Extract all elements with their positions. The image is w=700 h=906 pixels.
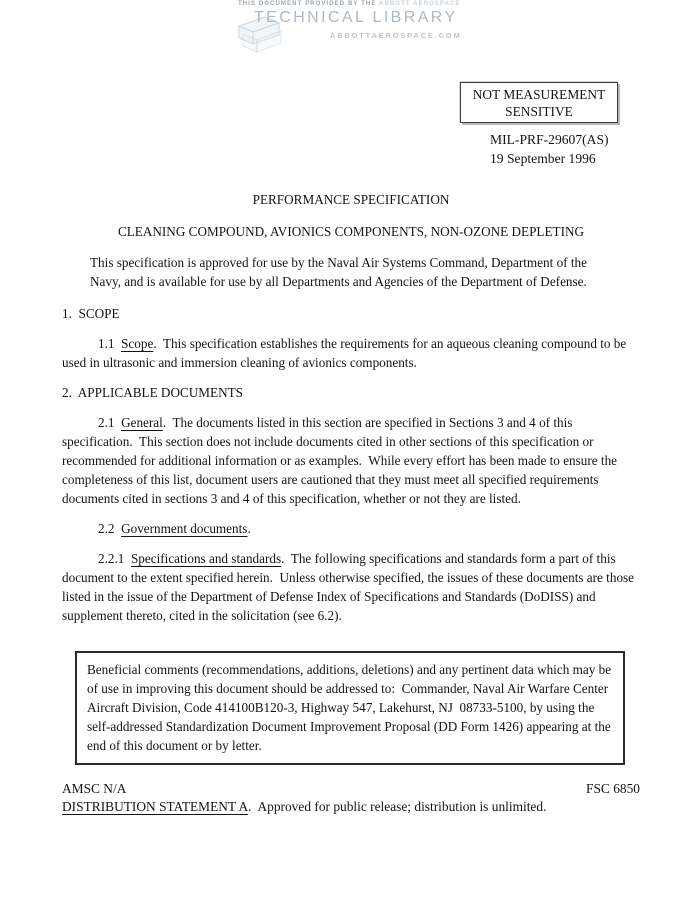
distribution-statement	[62, 798, 640, 816]
paragraph-2-2-label: Government documents	[121, 521, 248, 536]
banner-tagline	[238, 1, 461, 7]
paragraph-2-2-1	[62, 549, 640, 625]
sensitivity-notice-text: NOT MEASUREMENT SENSITIVE	[472, 86, 606, 119]
technical-library-logo-text: TECHNICAL LIBRARY	[254, 9, 458, 26]
distribution-statement-text: . Approved for public release; distribution is unlimited.	[248, 798, 547, 814]
page-footer	[62, 780, 640, 815]
banner-tagline-brand: ABBOTT AEROSPACE	[376, 1, 461, 7]
spec-type-title: PERFORMANCE SPECIFICATION	[252, 192, 450, 207]
beneficial-comments-box: Beneficial comments (recommendations, additions, deletions) and any pertinent data which may be of use in improving this document should be addressed to: Commander, Naval Air Warfare Center Aircraft Division, Code 414100B120-3, Highway 547, Lakehurst, NJ 08733-5100, by using the self-addressed Standardization Document Improvement Proposal (DD Form 1426) appearing at the end of this document or by letter.	[75, 651, 625, 765]
paragraph-1-1	[62, 334, 640, 372]
paragraph-2-2-1-text: . The following specifications and standards form a part of this document to the extent specified herein. Unless otherwise specified, the issues of these documents are those listed in the issue of the Department of Defense Index of Specifications and Standards (DoDISS) and supplement thereto, cited in the solicitation (see 6.2).	[62, 551, 638, 623]
document-number: MIL-PRF-29607(AS)	[490, 132, 609, 147]
paragraph-2-1-text: . The documents listed in this section are specified in Sections 3 and 4 of this specification. This section does not include documents cited in other sections of this specification or recommended for additional information or as examples. While every effort has been made to ensure the completeness of this list, document users are cautioned that they must meet all specified requirements documents cited in sections 3 and 4 of this specification, whether or not they are listed.	[62, 415, 621, 506]
distribution-statement-label: DISTRIBUTION STATEMENT A	[62, 798, 249, 814]
paragraph-2-2-1-number: 2.2.1	[98, 551, 131, 566]
paragraph-2-2-1-label: Specifications and standards	[130, 551, 282, 566]
paragraph-2-2	[62, 519, 640, 538]
paragraph-2-2-text: .	[247, 521, 251, 536]
document-id-block	[490, 131, 609, 168]
fsc-code: FSC 6850	[586, 781, 640, 796]
approval-paragraph: This specification is approved for use by the Naval Air Systems Command, Department of the Navy, and is available for use by all Departments and Agencies of the Department of Defense.	[90, 255, 591, 289]
paragraph-2-1	[62, 413, 640, 508]
banner-tagline-prefix: THIS DOCUMENT PROVIDED BY THE	[238, 1, 377, 7]
document-body	[62, 190, 640, 815]
section-1-heading: 1. SCOPE	[62, 306, 120, 321]
banner-url: ABBOTTAEROSPACE.COM	[330, 31, 462, 40]
paragraph-1-1-text: . This specification establishes the requirements for an aqueous cleaning compound to be used in ultrasonic and immersion cleaning of avionics components.	[62, 336, 630, 370]
paragraph-1-1-number: 1.1	[98, 336, 122, 351]
amsc-code: AMSC N/A	[62, 781, 127, 796]
spec-subject-title: CLEANING COMPOUND, AVIONICS COMPONENTS, NON-OZONE DEPLETING	[117, 224, 585, 239]
paragraph-2-2-number: 2.2	[98, 521, 122, 536]
paragraph-2-1-number: 2.1	[98, 415, 122, 430]
abbott-aerospace-banner	[232, 0, 472, 56]
paragraph-2-1-label: General	[121, 415, 163, 430]
section-2-heading: 2. APPLICABLE DOCUMENTS	[62, 385, 243, 400]
document-date: 19 September 1996	[490, 150, 596, 166]
paragraph-1-1-label: Scope	[121, 336, 154, 351]
footer-codes-row	[62, 780, 640, 798]
sensitivity-notice-box	[460, 82, 618, 123]
